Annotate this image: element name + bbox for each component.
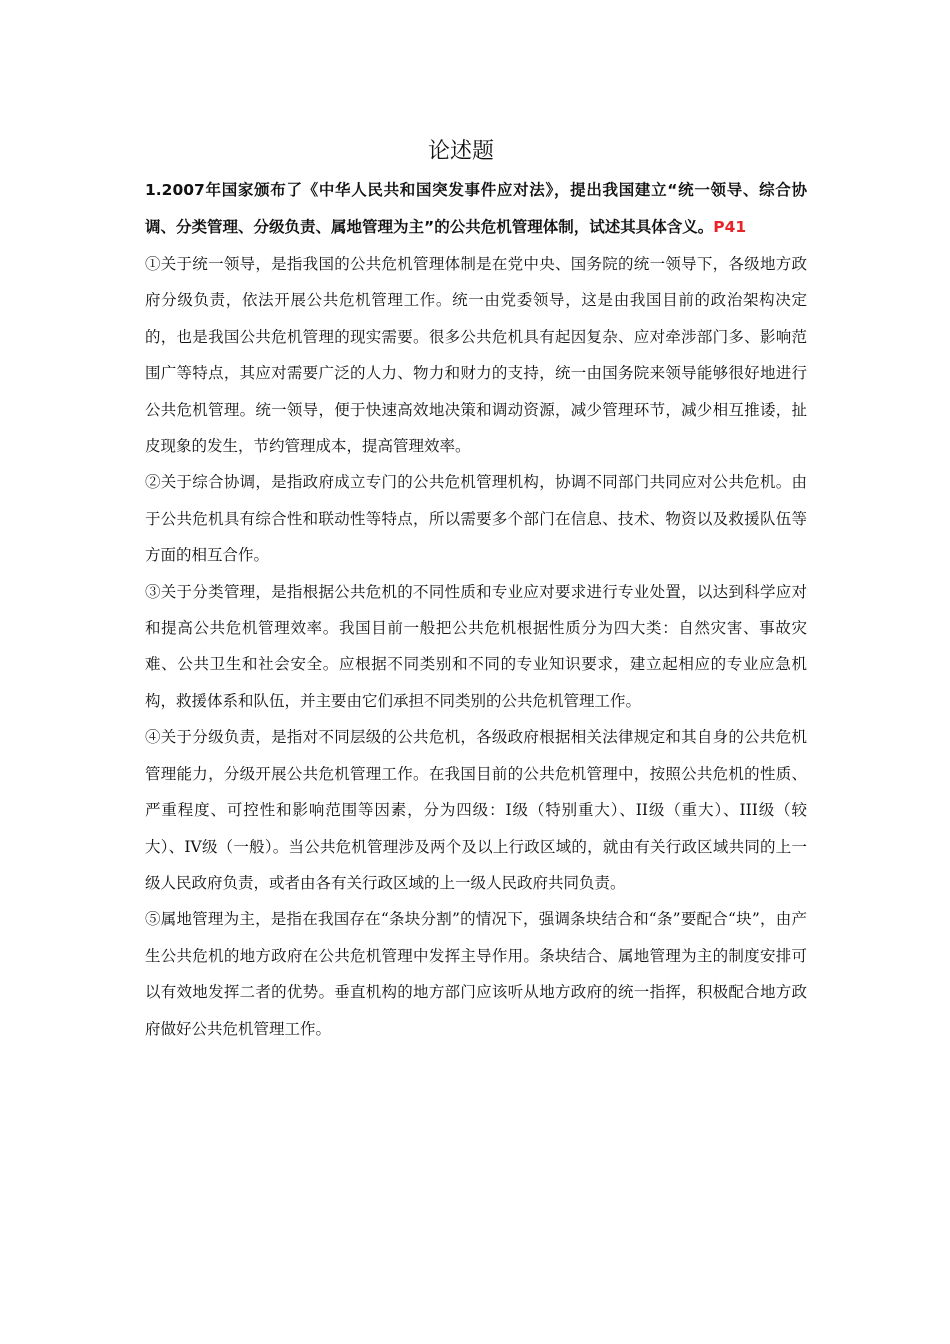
page-reference: P41: [713, 218, 747, 236]
document-page: [145, 132, 807, 1047]
answer-point-5: ⑤属地管理为主，是指在我国存在“条块分割”的情况下，强调条块结合和“条”要配合“块”，由产生公共危机的地方政府在公共危机管理中发挥主导作用。条块结合、属地管理为主的制度安排可以有效地发挥二者的优势。垂直机构的地方部门应该听从地方政府的统一指挥，积极配合地方政府做好公共危机管理工作。: [145, 910, 807, 1038]
question-1: [145, 172, 807, 246]
answer-point-2: ②关于综合协调，是指政府成立专门的公共危机管理机构，协调不同部门共同应对公共危机。由于公共危机具有综合性和联动性等特点，所以需要多个部门在信息、技术、物资以及救援队伍等方面的相互合作。: [145, 473, 807, 565]
answer-point-1: ①关于统一领导，是指我国的公共危机管理体制是在党中央、国务院的统一领导下，各级地方政府分级负责，依法开展公共危机管理工作。统一由党委领导，这是由我国目前的政治架构决定的，也是我国公共危机管理的现实需要。很多公共危机具有起因复杂、应对牵涉部门多、影响范围广等特点，其应对需要广泛的人力、物力和财力的支持，统一由国务院来领导能够很好地进行公共危机管理。统一领导，便于快速高效地决策和调动资源，减少管理环节，减少相互推诿，扯皮现象的发生，节约管理成本，提高管理效率。: [145, 255, 807, 456]
question-text: 1.2007年国家颁布了《中华人民共和国突发事件应对法》，提出我国建立“统一领导、综合协调、分类管理、分级负责、属地管理为主”的公共危机管理体制，试述其具体含义。: [145, 181, 807, 236]
answer-point-4: ④关于分级负责，是指对不同层级的公共危机，各级政府根据相关法律规定和其自身的公共危机管理能力，分级开展公共危机管理工作。在我国目前的公共危机管理中，按照公共危机的性质、严重程度、可控性和影响范围等因素，分为四级：I级（特别重大）、II级（重大）、III级（较大）、IV级（一般）。当公共危机管理涉及两个及以上行政区域的，就由有关行政区域共同的上一级人民政府负责，或者由各有关行政区域的上一级人民政府共同负责。: [145, 728, 807, 892]
answer-point-3: ③关于分类管理，是指根据公共危机的不同性质和专业应对要求进行专业处置，以达到科学应对和提高公共危机管理效率。我国目前一般把公共危机根据性质分为四大类：自然灾害、事故灾难、公共卫生和社会安全。应根据不同类别和不同的专业知识要求，建立起相应的专业应急机构，救援体系和队伍，并主要由它们承担不同类别的公共危机管理工作。: [145, 582, 807, 710]
document-title: 论述题: [427, 139, 494, 164]
